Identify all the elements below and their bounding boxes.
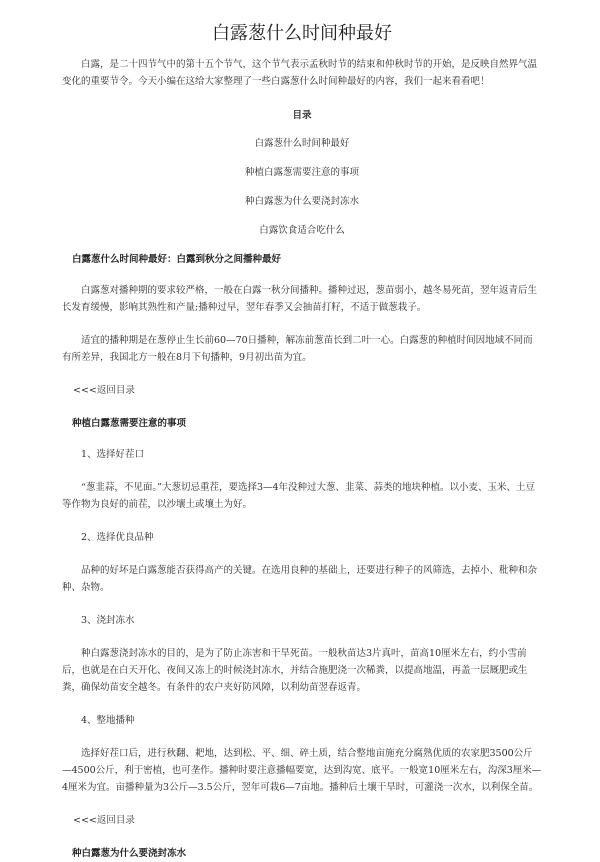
subsection-heading: 2、选择优良品种: [81, 532, 154, 543]
section-1: [62, 251, 542, 399]
toc-heading: 目录: [292, 110, 312, 121]
section-2: [62, 415, 542, 829]
subsection-heading: 4、整地播种: [81, 715, 135, 726]
toc-item-3[interactable]: 种白露葱为什么要浇封冻水: [244, 196, 359, 207]
back-to-toc-link[interactable]: <<<返回目录: [73, 385, 135, 396]
subsection-paragraph: 选择好茬口后，进行秋翻、耙地，达到松、平、细、碎土质，结合整地亩施充分腐熟优质的农家肥3500公斤—4500公斤，利于密植，也可垄作。播种时要注意播幅要宽，达到沟宽、底平。一般宽10厘米左右，沟深3厘米—4厘米为宜。亩播种量为3公斤—3.5公斤，翌年可栽6—7亩地。播种后土壤干旱时，可灌浇一次水，以利保全苗。: [62, 748, 542, 793]
section-1-paragraph: 白露葱对播种期的要求较严格，一般在白露一秋分间播种。播种过迟，葱苗弱小，越冬易死苗，翌年返青后生长发育缓慢，影响其熟性和产量;播种过早，翌年春季又会抽苗打籽，不适于做葱栽子。: [62, 285, 538, 313]
subsection-paragraph: “葱韭蒜，不见面。”大葱切忌重茬，要选择3—4年没种过大葱、韭菜、蒜类的地块种植。以小麦、玉米、土豆等作物为良好的前茬，以沙壤土或壤土为好。: [62, 482, 536, 510]
section-2-heading: 种植白露葱需要注意的事项: [72, 418, 187, 429]
section-1-heading: 白露葱什么时间种最好：白露到秋分之间播种最好: [72, 254, 282, 265]
subsection-paragraph: 种白露葱浇封冻水的目的，是为了防止冻害和干旱死苗。一般秋苗达3片真叶，苗高10厘米左右，约小雪前后，也就是在白天开化、夜间又冻上的时候浇封冻水，并结合施肥浇一次稀粪，以提高地温，再盖一层厩肥或生粪，确保幼苗安全越冬。有条件的农户夹好防风障，以利幼苗翌春返青。: [62, 648, 528, 693]
section-3: [62, 845, 542, 862]
toc-item-1[interactable]: 白露葱什么时间种最好: [254, 138, 350, 149]
section-1-paragraph: 适宜的播种期是在葱停止生长前60—70日播种，解冻前葱苗长到二叶一心。白露葱的种植时间因地域不同而有所差异，我国北方一般在8月下旬播种，9月初出苗为宜。: [62, 335, 533, 363]
intro-paragraph: 白露，是二十四节气中的第十五个节气，这个节气表示孟秋时节的结束和仲秋时节的开始，是反映自然界气温变化的重要节令。今天小编在这给大家整理了一些白露葱什么时间种最好的内容，我们一起来看看吧！: [62, 59, 538, 87]
toc-item-4[interactable]: 白露饮食适合吃什么: [259, 225, 345, 236]
subsection-paragraph: 品种的好坏是白露葱能否获得高产的关键。在选用良种的基础上，还要进行种子的风筛选，去掉小、秕种和杂种、杂物。: [62, 565, 538, 593]
back-to-toc-link[interactable]: <<<返回目录: [73, 815, 135, 826]
subsection-heading: 3、浇封冻水: [81, 615, 135, 626]
section-3-heading: 种白露葱为什么要浇封冻水: [72, 848, 187, 859]
page-title: 白露葱什么时间种最好: [212, 23, 392, 44]
table-of-contents: [62, 107, 542, 239]
toc-item-2[interactable]: 种植白露葱需要注意的事项: [244, 167, 359, 178]
subsection-heading: 1、选择好茬口: [81, 449, 145, 460]
